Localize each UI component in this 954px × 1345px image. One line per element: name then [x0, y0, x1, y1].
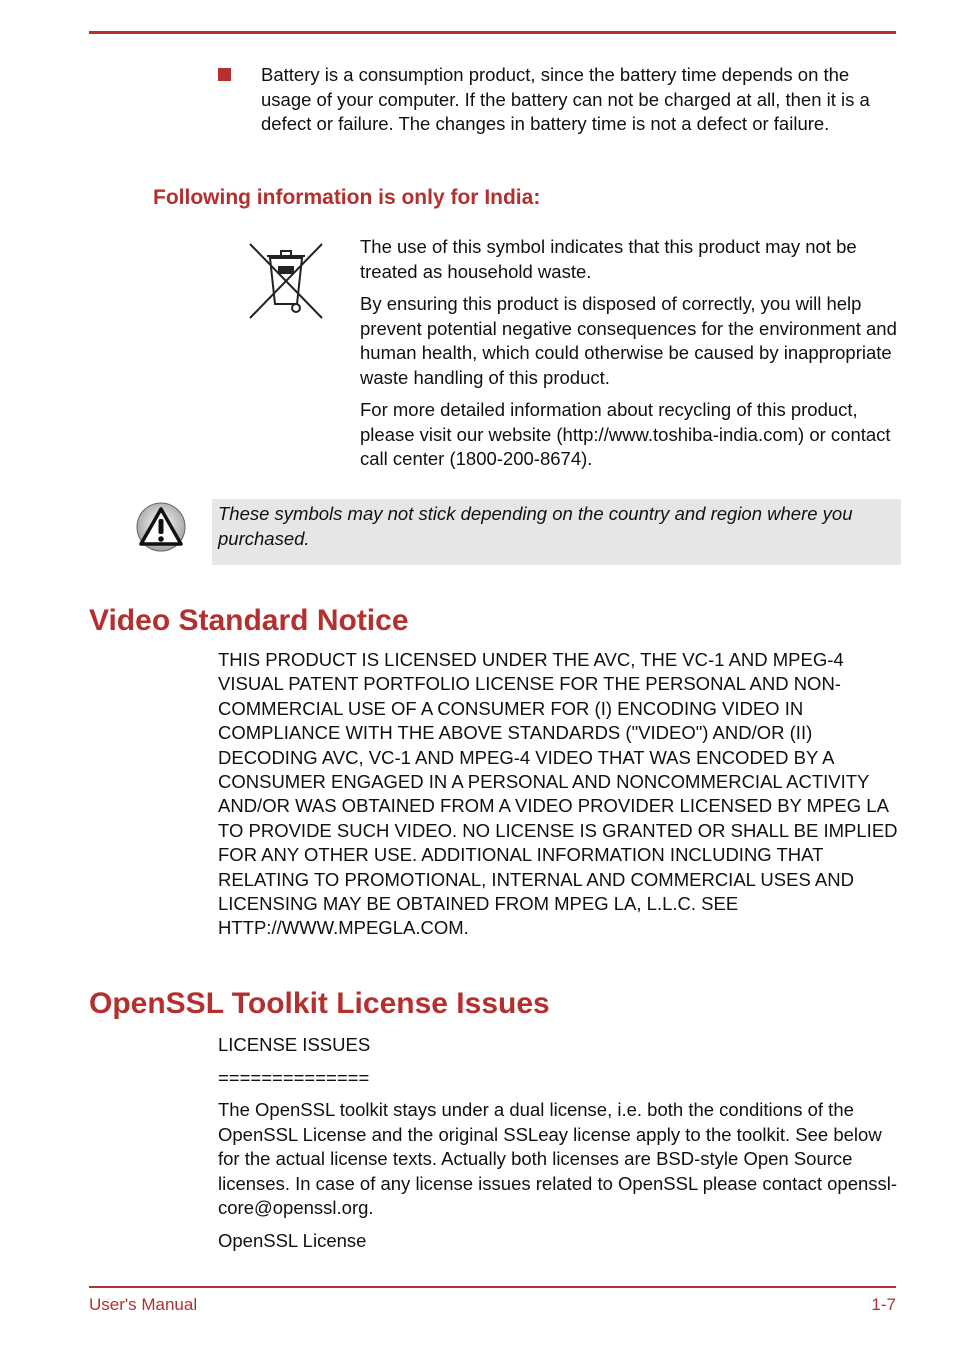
separator-line: ============== — [218, 1066, 370, 1088]
note-text: These symbols may not stick depending on the country and region where you purchased. — [218, 503, 853, 549]
battery-bullet-text: Battery is a consumption product, since the battery time depends on the usage of your computer. If the battery can not be charged at all, then it is a defect or failure. The changes in battery time is not a defect or failure. — [261, 64, 870, 134]
india-paragraph: By ensuring this product is disposed of correctly, you will help prevent potential negative consequences for the environment and human health, which could otherwise be caused by inappropriate waste handling of this product. — [360, 293, 897, 388]
crossed-out-wheeled-bin-icon — [248, 242, 324, 320]
footer-page-number: 1-7 — [871, 1295, 896, 1314]
openssl-heading: OpenSSL Toolkit License Issues — [89, 987, 550, 1020]
openssl-paragraph: The OpenSSL toolkit stays under a dual license, i.e. both the conditions of the OpenSSL License and the original SSLeay license apply to the toolkit. See below for the actual license texts. Actually both licenses are BSD-style Open Source licenses. In case of any license issues related to OpenSSL please contact openssl-core@openssl.org. — [218, 1099, 898, 1218]
india-paragraph: The use of this symbol indicates that this product may not be treated as household waste. — [360, 236, 857, 282]
video-standard-heading: Video Standard Notice — [89, 604, 409, 637]
video-standard-body: THIS PRODUCT IS LICENSED UNDER THE AVC, THE VC-1 AND MPEG-4 VISUAL PATENT PORTFOLIO LICENSE FOR THE PERSONAL AND NON-COMMERCIAL USE OF A CONSUMER FOR (I) ENCODING VIDEO IN COMPLIANCE WITH THE ABOVE STANDARDS ("VIDEO") AND/OR (II) DECODING AVC, VC-1 AND MPEG-4 VIDEO THAT WAS ENCODED BY A CONSUMER ENGAGED IN A PERSONAL AND NONCOMMERCIAL ACTIVITY AND/OR WAS OBTAINED FROM A VIDEO PROVIDER LICENSED BY MPEG LA TO PROVIDE SUCH VIDEO. NO LICENSE IS GRANTED OR SHALL BE IMPLIED FOR ANY OTHER USE. ADDITIONAL INFORMATION INCLUDING THAT RELATING TO PROMOTIONAL, INTERNAL AND COMMERCIAL USES AND LICENSING MAY BE OBTAINED FROM MPEG LA, L.L.C. SEE HTTP://WWW.MPEGLA.COM. — [218, 649, 898, 939]
footer-rule — [89, 1286, 896, 1288]
india-heading: Following information is only for India: — [153, 186, 541, 209]
india-paragraph: For more detailed information about recycling of this product, please visit our website (http://www.toshiba-india.com) or contact call center (1800-200-8674). — [360, 399, 891, 469]
openssl-license-label: OpenSSL License — [218, 1229, 367, 1251]
openssl-text-block — [218, 1033, 908, 1261]
license-issues-label: LICENSE ISSUES — [218, 1034, 371, 1055]
header-rule — [89, 31, 896, 34]
warning-triangle-icon — [135, 502, 187, 552]
footer-manual-title: User's Manual — [89, 1295, 198, 1314]
bullet-square-icon — [218, 68, 231, 81]
india-text-block — [360, 235, 900, 480]
